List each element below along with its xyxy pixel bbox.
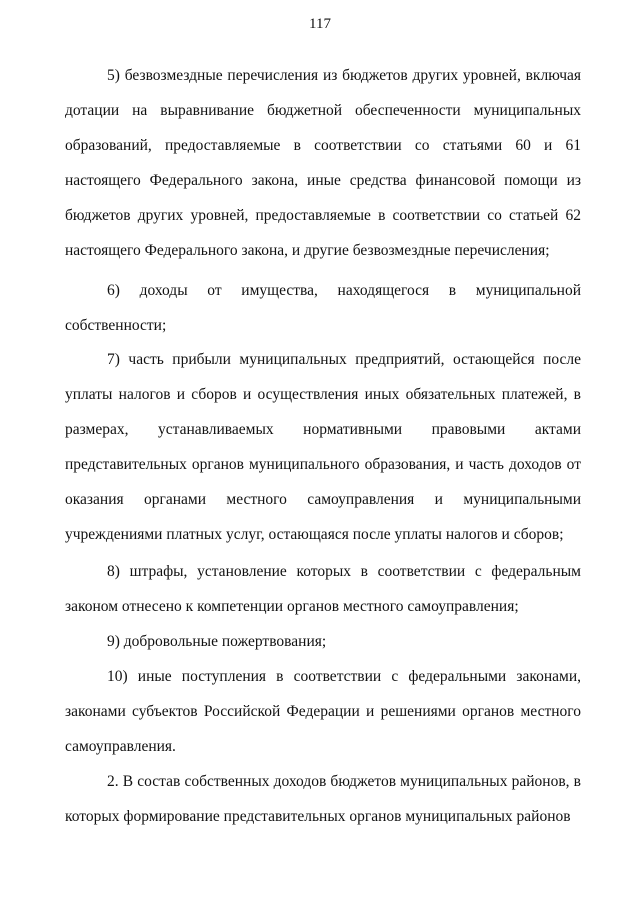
text-line: 5) безвозмездные перечисления из бюджетов других уровней, включая xyxy=(107,67,581,84)
text-line: собственности; xyxy=(65,317,167,334)
text-line: 9) добровольные пожертвования; xyxy=(107,633,327,650)
text-line: учреждениями платных услуг, остающаяся после уплаты налогов и сборов; xyxy=(65,526,564,543)
text-line: бюджетов других уровней, предоставляемые в соответствии со статьей 62 xyxy=(65,207,581,224)
text-line: 6) доходы от имущества, находящегося в муниципальной xyxy=(107,282,581,299)
text-line: законом отнесено к компетенции органов местного самоуправления; xyxy=(65,598,519,615)
text-line: законами субъектов Российской Федерации и решениями органов местного xyxy=(65,703,581,720)
text-line: 2. В состав собственных доходов бюджетов муниципальных районов, в xyxy=(107,773,581,790)
text-line: которых формирование представительных органов муниципальных районов xyxy=(65,808,571,825)
text-line: 7) часть прибыли муниципальных предприятий, остающейся после xyxy=(107,351,581,368)
text-line: настоящего Федерального закона, и другие безвозмездные перечисления; xyxy=(65,242,550,259)
text-line: представительных органов муниципального образования, и часть доходов от xyxy=(65,456,581,473)
text-line: 8) штрафы, установление которых в соответствии с федеральным xyxy=(107,563,581,580)
text-line: оказания органами местного самоуправления и муниципальными xyxy=(65,491,581,508)
page-number: 117 xyxy=(309,16,331,32)
text-line: размерах, устанавливаемых нормативными правовыми актами xyxy=(65,421,581,438)
text-line: настоящего Федерального закона, иные средства финансовой помощи из xyxy=(65,172,581,189)
text-line: самоуправления. xyxy=(65,738,176,755)
text-line: уплаты налогов и сборов и осуществления иных обязательных платежей, в xyxy=(65,386,581,403)
text-line: 10) иные поступления в соответствии с федеральными законами, xyxy=(107,668,581,685)
text-line: образований, предоставляемые в соответствии со статьями 60 и 61 xyxy=(65,137,581,154)
text-line: дотации на выравнивание бюджетной обеспеченности муниципальных xyxy=(65,102,581,119)
